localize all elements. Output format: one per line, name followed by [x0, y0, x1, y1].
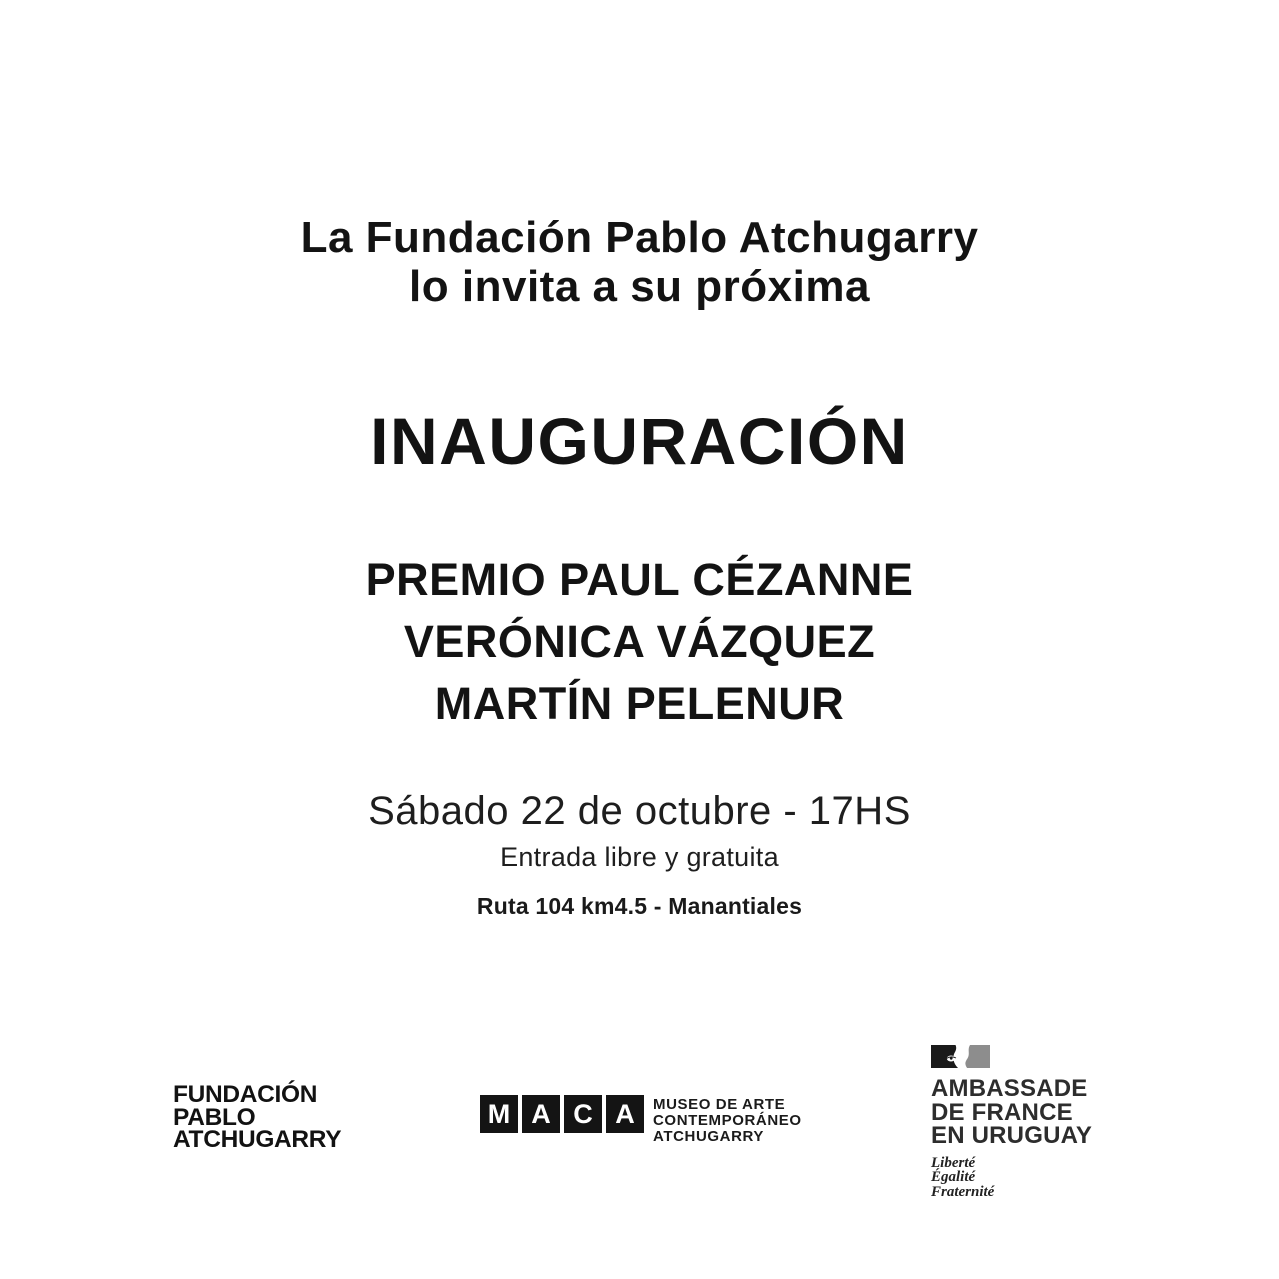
maca-letter-a-icon: A	[522, 1095, 560, 1133]
fundacion-logo-line-2: PABLO	[173, 1103, 256, 1131]
intro-line-1: La Fundación Pablo Atchugarry	[300, 213, 979, 262]
marianne-icon	[931, 1045, 990, 1068]
maca-logo	[480, 1095, 802, 1145]
ambassade-de-france-logo	[931, 1045, 1092, 1199]
motto-liberte: Liberté	[931, 1154, 976, 1171]
admission-note: Entrada libre y gratuita	[500, 842, 779, 872]
embassy-motto	[931, 1156, 1092, 1200]
exhibitor-martin-pelenur: MARTÍN PELENUR	[434, 678, 845, 729]
maca-letter-c-icon: C	[564, 1095, 602, 1133]
maca-letter-squares	[480, 1095, 644, 1133]
maca-logo-caption	[653, 1097, 802, 1145]
embassy-line-1: AMBASSADE	[931, 1075, 1088, 1102]
maca-caption-line-3: ATCHUGARRY	[653, 1128, 764, 1145]
headline: INAUGURACIÓN	[370, 404, 909, 478]
maca-caption-line-2: CONTEMPORÁNEO	[653, 1112, 802, 1129]
maca-letter-m-icon: M	[480, 1095, 518, 1133]
motto-egalite: Égalité	[931, 1169, 976, 1185]
embassy-line-3: EN URUGUAY	[931, 1122, 1093, 1149]
exhibitor-names	[0, 549, 1279, 735]
embassy-wordmark	[931, 1077, 1092, 1148]
exhibitor-premio-paul-cezanne: PREMIO PAUL CÉZANNE	[365, 554, 914, 605]
intro-line-2: lo invita a su próxima	[409, 262, 870, 311]
embassy-line-2: DE FRANCE	[931, 1098, 1073, 1126]
exhibitor-veronica-vazquez: VERÓNICA VÁZQUEZ	[403, 616, 876, 667]
maca-letter-a2-icon: A	[606, 1095, 644, 1133]
event-location: Ruta 104 km4.5 - Manantiales	[476, 893, 803, 919]
event-datetime: Sábado 22 de octubre - 17HS	[368, 789, 911, 833]
maca-caption-line-1: MUSEO DE ARTE	[653, 1096, 786, 1113]
fundacion-pablo-atchugarry-logo	[173, 1081, 342, 1153]
intro-text	[0, 213, 1279, 311]
motto-fraternite: Fraternité	[931, 1183, 995, 1200]
fundacion-logo-line-3: ATCHUGARRY	[173, 1126, 342, 1153]
fundacion-logo-line-1: FUNDACIÓN	[173, 1081, 318, 1108]
